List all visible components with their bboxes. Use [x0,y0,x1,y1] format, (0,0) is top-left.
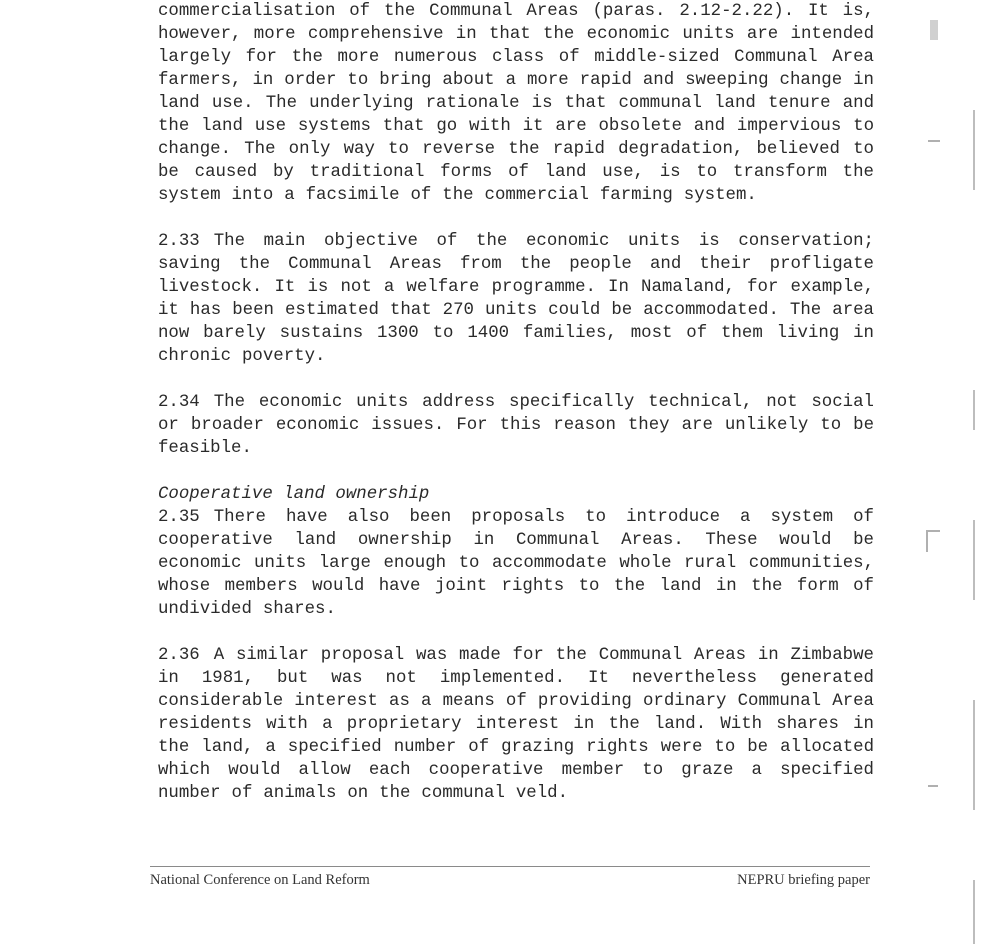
scan-mark [928,140,940,142]
scan-edge-line [973,390,975,430]
scan-edge-line [973,520,975,600]
footer-conference-title: National Conference on Land Reform [150,872,370,888]
scan-mark [930,20,938,40]
paragraph-number: 2.33 [158,232,200,251]
footer-paper-type: NEPRU briefing paper [737,872,870,888]
footer-divider [150,866,870,867]
paragraph-2-32-continuation: commercialisation of the Communal Areas (paras. 2.12-2.22). It is, however, more comprehensive in that the economic units are intended largely for the more numerous class of middle-sized Communal Area farmers, in order to bring about a more rapid and sweeping change in land use. The underlying rationale is that communal land tenure and the land use systems that go with it are obsolete and impervious to change. The only way to reverse the rapid degradation, believed to be caused by traditional forms of land use, is to transform the system into a facsimile of the commercial farming system. [158,2,874,205]
paragraph-text: The main objective of the economic units is conservation; saving the Communal Areas from the people and their profligate livestock. It is not a welfare programme. In Namaland, for example, it has been estimated that 270 units could be accommodated. The area now barely sustains 1300 to 1400 families, most of them living in chronic poverty. [158,232,874,366]
paragraph-2-35 [158,506,874,621]
paragraph-2-36 [158,644,874,805]
paragraph-number: 2.36 [158,646,200,665]
paragraph-text: A similar proposal was made for the Communal Areas in Zimbabwe in 1981, but was not implemented. It nevertheless generated considerable interest as a means of providing ordinary Communal Area residents with a proprietary interest in the land. With shares in the land, a specified number of grazing rights were to be allocated which would allow each cooperative member to graze a specified number of animals on the communal veld. [158,646,874,803]
scan-mark [926,530,940,532]
paragraph-2-34 [158,391,874,460]
scan-edge-line [973,110,975,190]
document-body [158,0,874,805]
scan-edge-line [973,880,975,944]
paragraph-number: 2.35 [158,508,200,527]
paragraph-text: The economic units address specifically technical, not social or broader economic issues. For this reason they are unlikely to be feasible. [158,393,874,458]
paragraph-text: There have also been proposals to introduce a system of cooperative land ownership in Communal Areas. These would be economic units large enough to accommodate whole rural communities, whose members would have joint rights to the land in the form of undivided shares. [158,508,874,619]
scan-edge-line [973,700,975,810]
paragraph-2-33 [158,230,874,368]
section-heading: Cooperative land ownership [158,485,430,504]
scan-mark [928,785,938,787]
paragraph-number: 2.34 [158,393,200,412]
scan-mark [926,530,928,552]
